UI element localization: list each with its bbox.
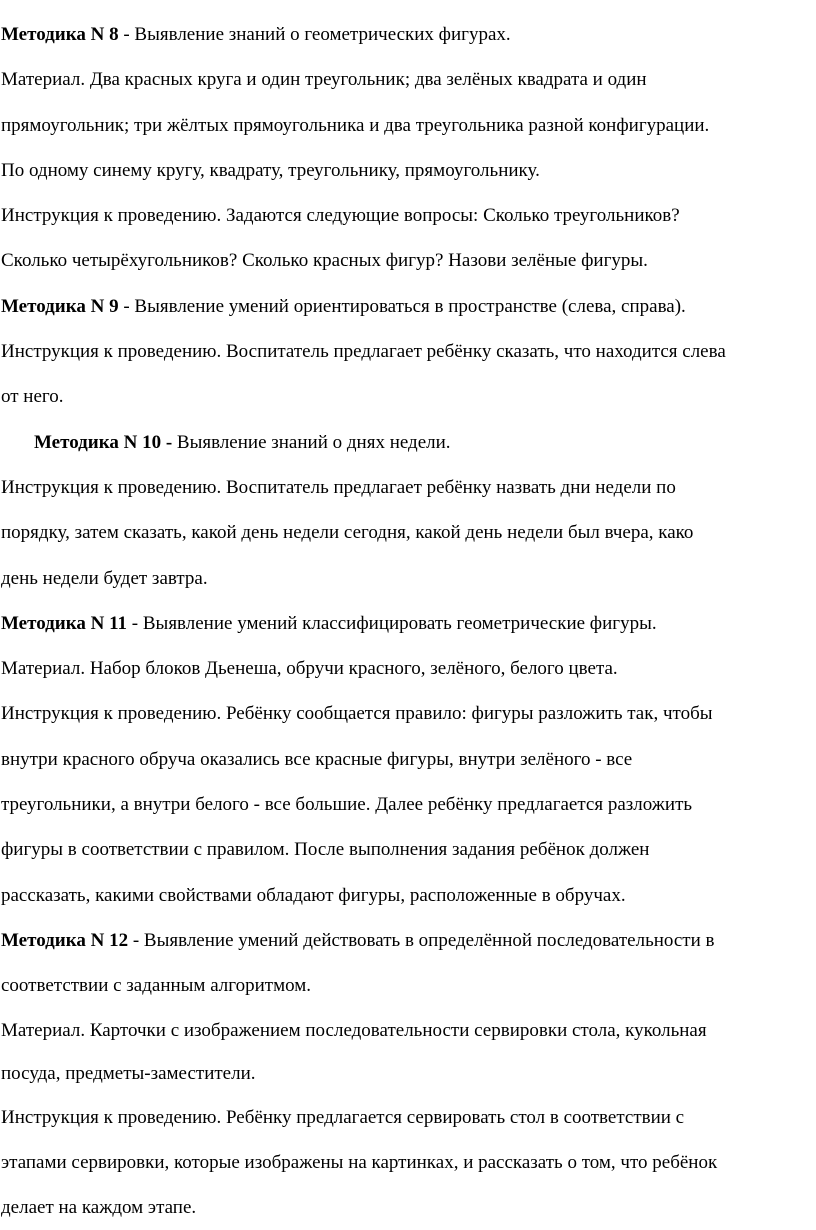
method-10-line-2: порядку, затем сказать, какой день недели сегодня, какой день недели был вчера, како (1, 522, 694, 544)
method-9-title: - Выявление умений ориентироваться в пространстве (слева, справа). (118, 295, 686, 317)
method-8-line-5: Сколько четырёхугольников? Сколько красных фигур? Назови зелёные фигуры. (1, 250, 648, 272)
method-9-heading-line (0, 284, 816, 329)
method-11-line-4: треугольники, а внутри белого - все большие. Далее ребёнку предлагается разложить (1, 794, 693, 816)
method-11-line-5: фигуры в соответствии с правилом. После выполнения задания ребёнок должен (1, 839, 650, 861)
method-8-line-3: По одному синему кругу, квадрату, треугольнику, прямоугольнику. (1, 159, 540, 181)
method-10-line-3: день недели будет завтра. (1, 567, 208, 589)
method-12-title: - Выявление умений действовать в определённой последовательности в (128, 929, 715, 951)
method-8-heading-line (0, 12, 816, 57)
method-12-line-1: соответствии с заданным алгоритмом. (1, 975, 312, 997)
method-12-line-4: Инструкция к проведению. Ребёнку предлагается сервировать стол в соответствии с (1, 1106, 685, 1128)
method-8-heading: Методика N 8 (1, 24, 119, 45)
method-12-heading: Методика N 12 (1, 929, 129, 951)
method-9-line-1: Инструкция к проведению. Воспитатель предлагает ребёнку сказать, что находится слева (1, 341, 726, 363)
method-10-heading: Методика N 10 - (34, 431, 173, 453)
method-8-line-1: Материал. Два красных круга и один треугольник; два зелёных квадрата и один (1, 69, 647, 91)
method-12-line-3: посуда, предметы-заместители. (1, 1062, 256, 1084)
document-page (0, 12, 816, 1230)
method-8-line-4: Инструкция к проведению. Задаются следующие вопросы: Сколько треугольников? (1, 205, 680, 227)
method-11-title: - Выявление умений классифицировать геометрические фигуры. (127, 612, 657, 634)
method-9-heading: Методика N 9 (1, 295, 119, 317)
method-8-title: - Выявление знаний о геометрических фигурах. (118, 24, 511, 45)
method-12-heading-line (0, 918, 816, 963)
method-10-title: Выявление знаний о днях недели. (172, 431, 451, 453)
method-11-heading: Методика N 11 (1, 612, 128, 634)
method-10-heading-line (0, 420, 816, 465)
method-11-line-2: Инструкция к проведению. Ребёнку сообщается правило: фигуры разложить так, чтобы (1, 703, 713, 725)
method-12-line-6: делает на каждом этапе. (1, 1197, 197, 1219)
method-11-line-1: Материал. Набор блоков Дьенеша, обручи красного, зелёного, белого цвета. (1, 658, 618, 680)
method-9-line-2: от него. (1, 386, 64, 408)
method-10-line-1: Инструкция к проведению. Воспитатель предлагает ребёнку назвать дни недели по (1, 476, 676, 498)
method-11-heading-line (0, 601, 816, 646)
method-11-line-3: внутри красного обруча оказались все красные фигуры, внутри зелёного - все (1, 748, 633, 770)
method-8-line-2: прямоугольник; три жёлтых прямоугольника и два треугольника разной конфигурации. (1, 114, 710, 136)
method-12-line-5: этапами сервировки, которые изображены на картинках, и рассказать о том, что ребёнок (1, 1151, 718, 1173)
method-11-line-6: рассказать, какими свойствами обладают фигуры, расположенные в обручах. (1, 884, 626, 906)
method-12-line-2: Материал. Карточки с изображением последовательности сервировки стола, кукольная (1, 1019, 707, 1041)
